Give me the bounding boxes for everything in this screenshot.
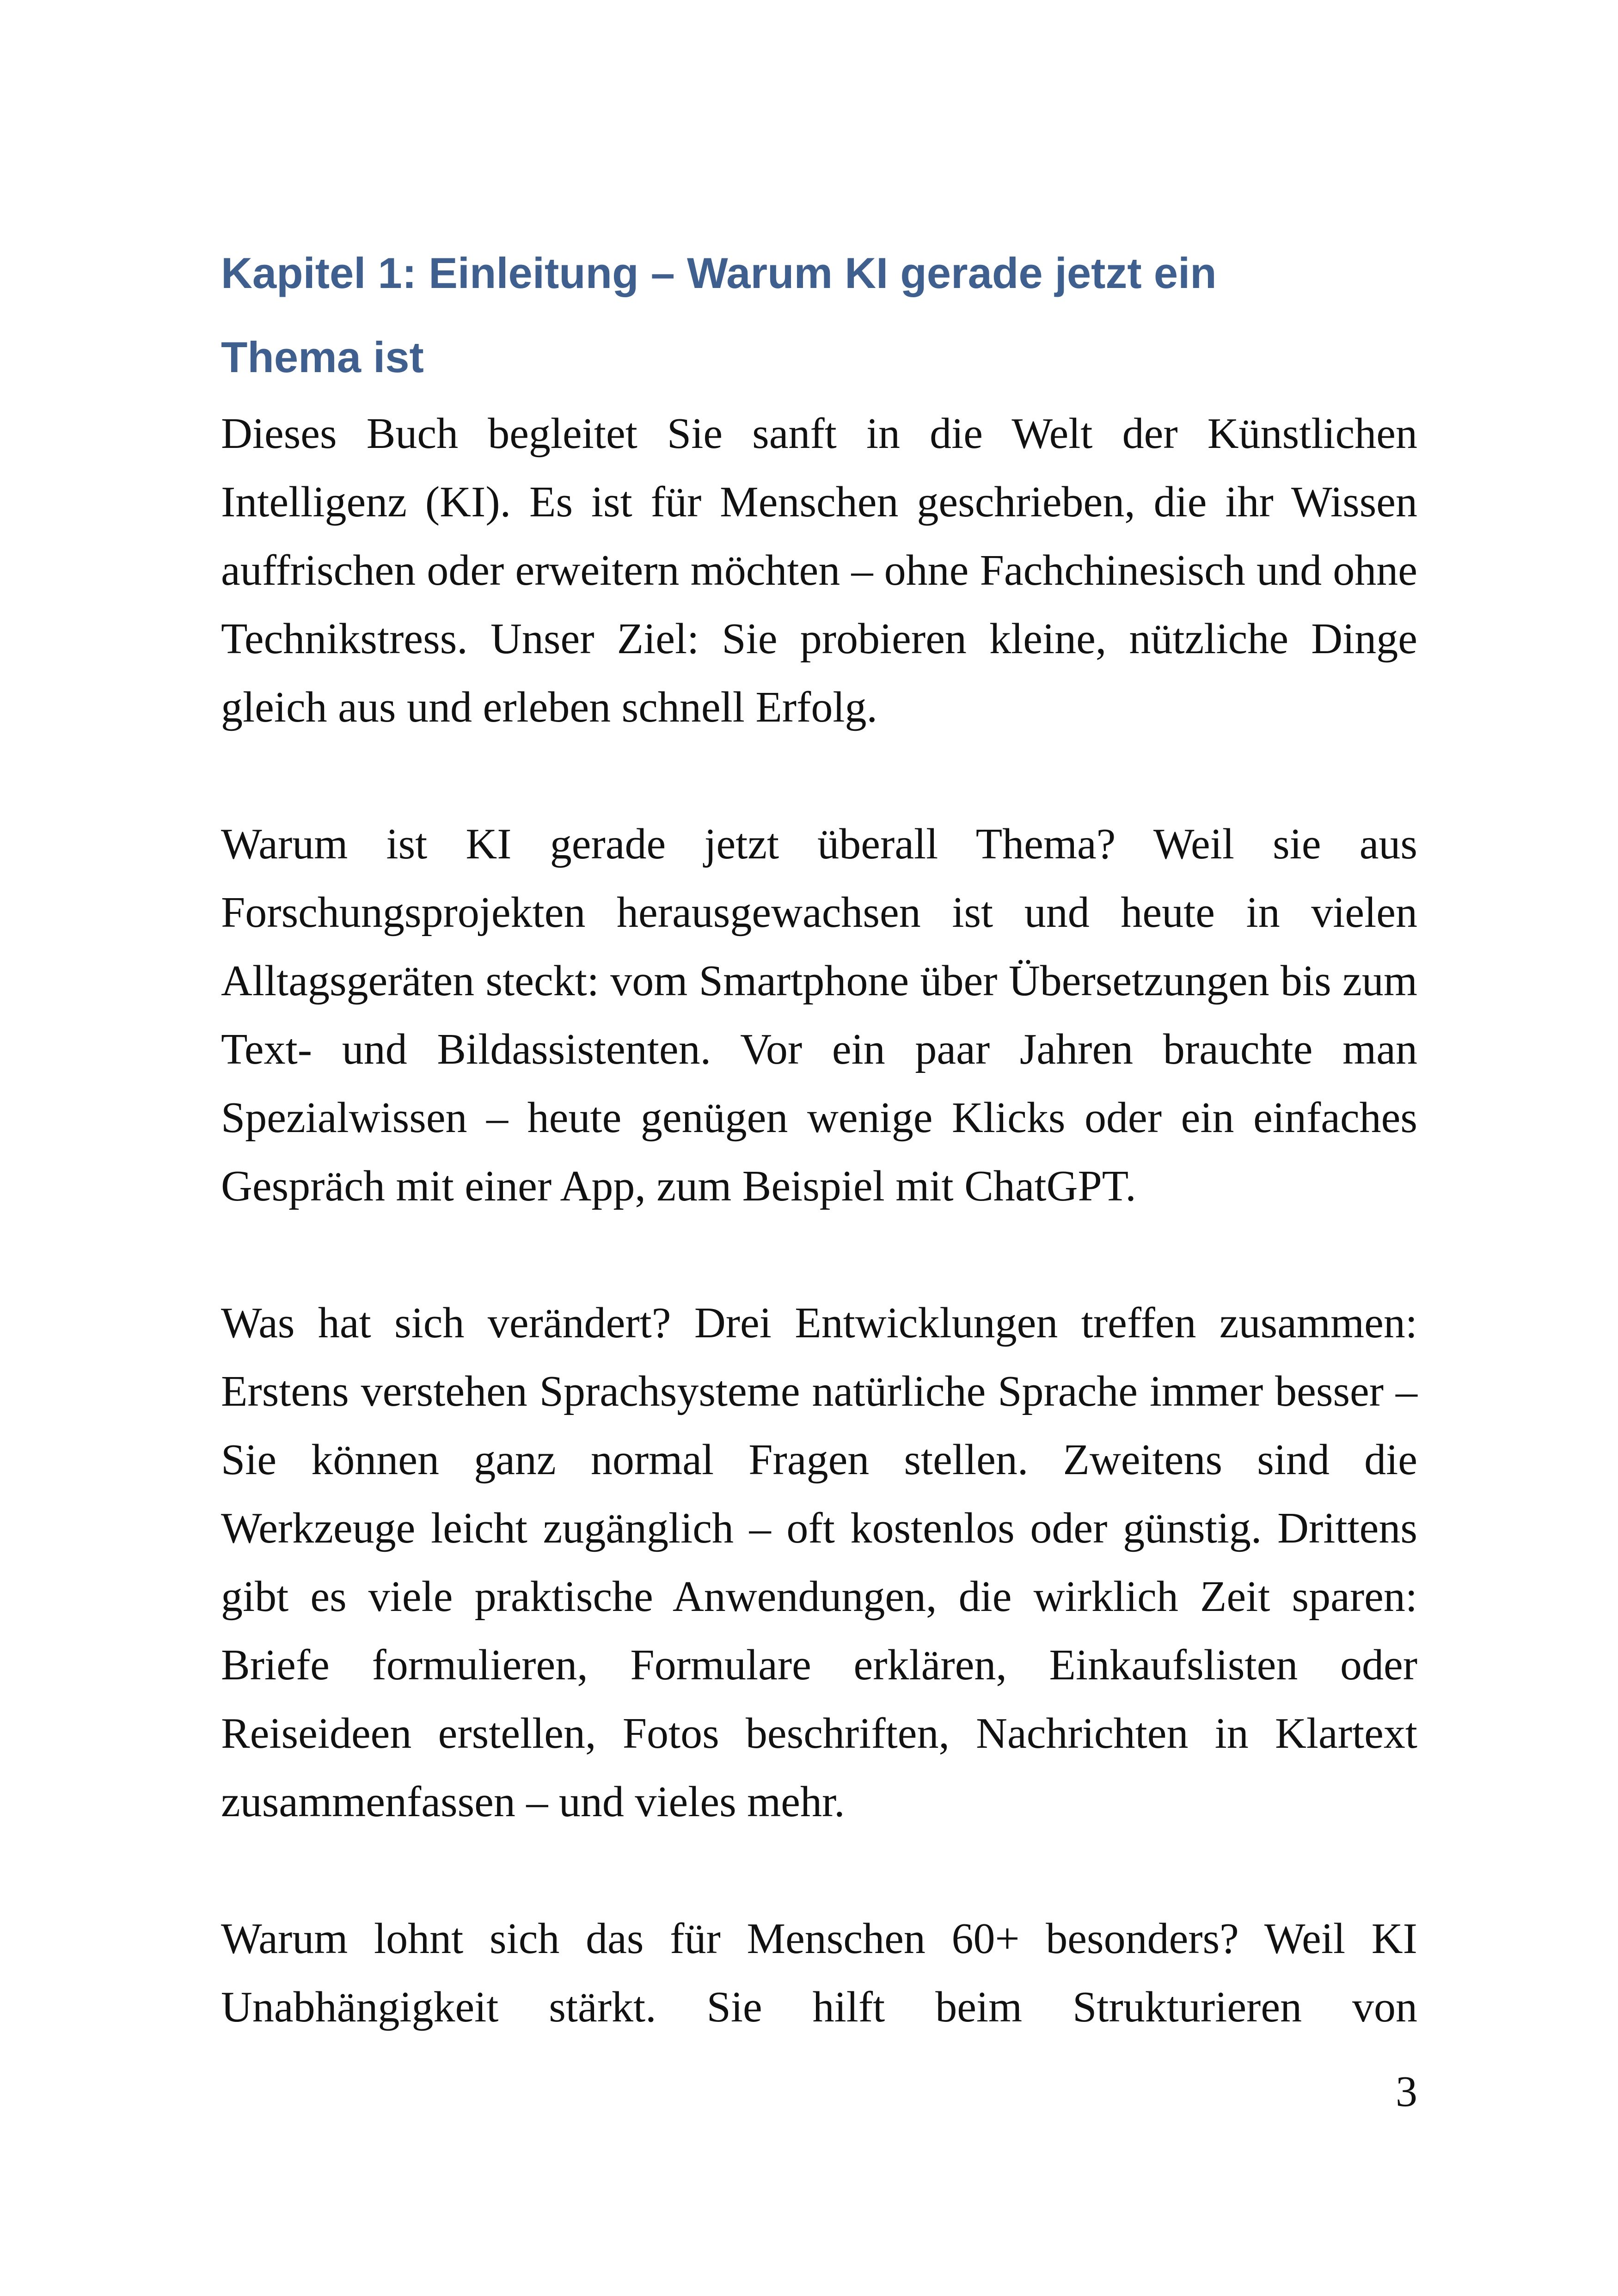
chapter-heading [221,231,1417,399]
page-number: 3 [1396,2068,1417,2116]
paragraph-what-changed: Was hat sich verändert? Drei Entwicklungen treffen zusammen: Erstens verstehen Sprachsysteme natürliche Sprache immer besser – Sie können ganz normal Fragen stellen. Zweitens sind die Werkzeuge leicht zugänglich – oft kostenlos oder günstig. Drittens gibt es viele praktische Anwendungen, die wirklich Zeit sparen: Briefe formulieren, Formulare erklären, Einkaufslisten oder Reiseideen erstellen, Fotos beschriften, Nachrichten in Klartext zusammenfassen – und vieles mehr. [221,1299,1417,1826]
chapter-heading-line-1: Kapitel 1: Einleitung – Warum KI gerade jetzt ein [221,249,1217,297]
paragraph-intro: Dieses Buch begleitet Sie sanft in die Welt der Künstlichen Intelligenz (KI). Es ist für Menschen geschrieben, die ihr Wissen auffrischen oder erweitern möchten – ohne Fachchinesisch und ohne Technikstress. Unser Ziel: Sie probieren kleine, nützliche Dinge gleich aus und erleben schnell Erfolg. [221,410,1417,731]
page-content [221,231,1417,2041]
chapter-heading-line-2: Thema ist [221,333,424,381]
paragraph-why-60-plus: Warum lohnt sich das für Menschen 60+ besonders? Weil KI Unabhängigkeit stärkt. Sie hilft beim Strukturieren von [221,1915,1417,2031]
paragraph-why-now: Warum ist KI gerade jetzt überall Thema? Weil sie aus Forschungsprojekten herausgewachsen ist und heute in vielen Alltagsgeräten steckt: vom Smartphone über Übersetzungen bis zum Text- und Bildassistenten. Vor ein paar Jahren brauchte man Spezialwissen – heute genügen wenige Klicks oder ein einfaches Gespräch mit einer App, zum Beispiel mit ChatGPT. [221,820,1417,1210]
